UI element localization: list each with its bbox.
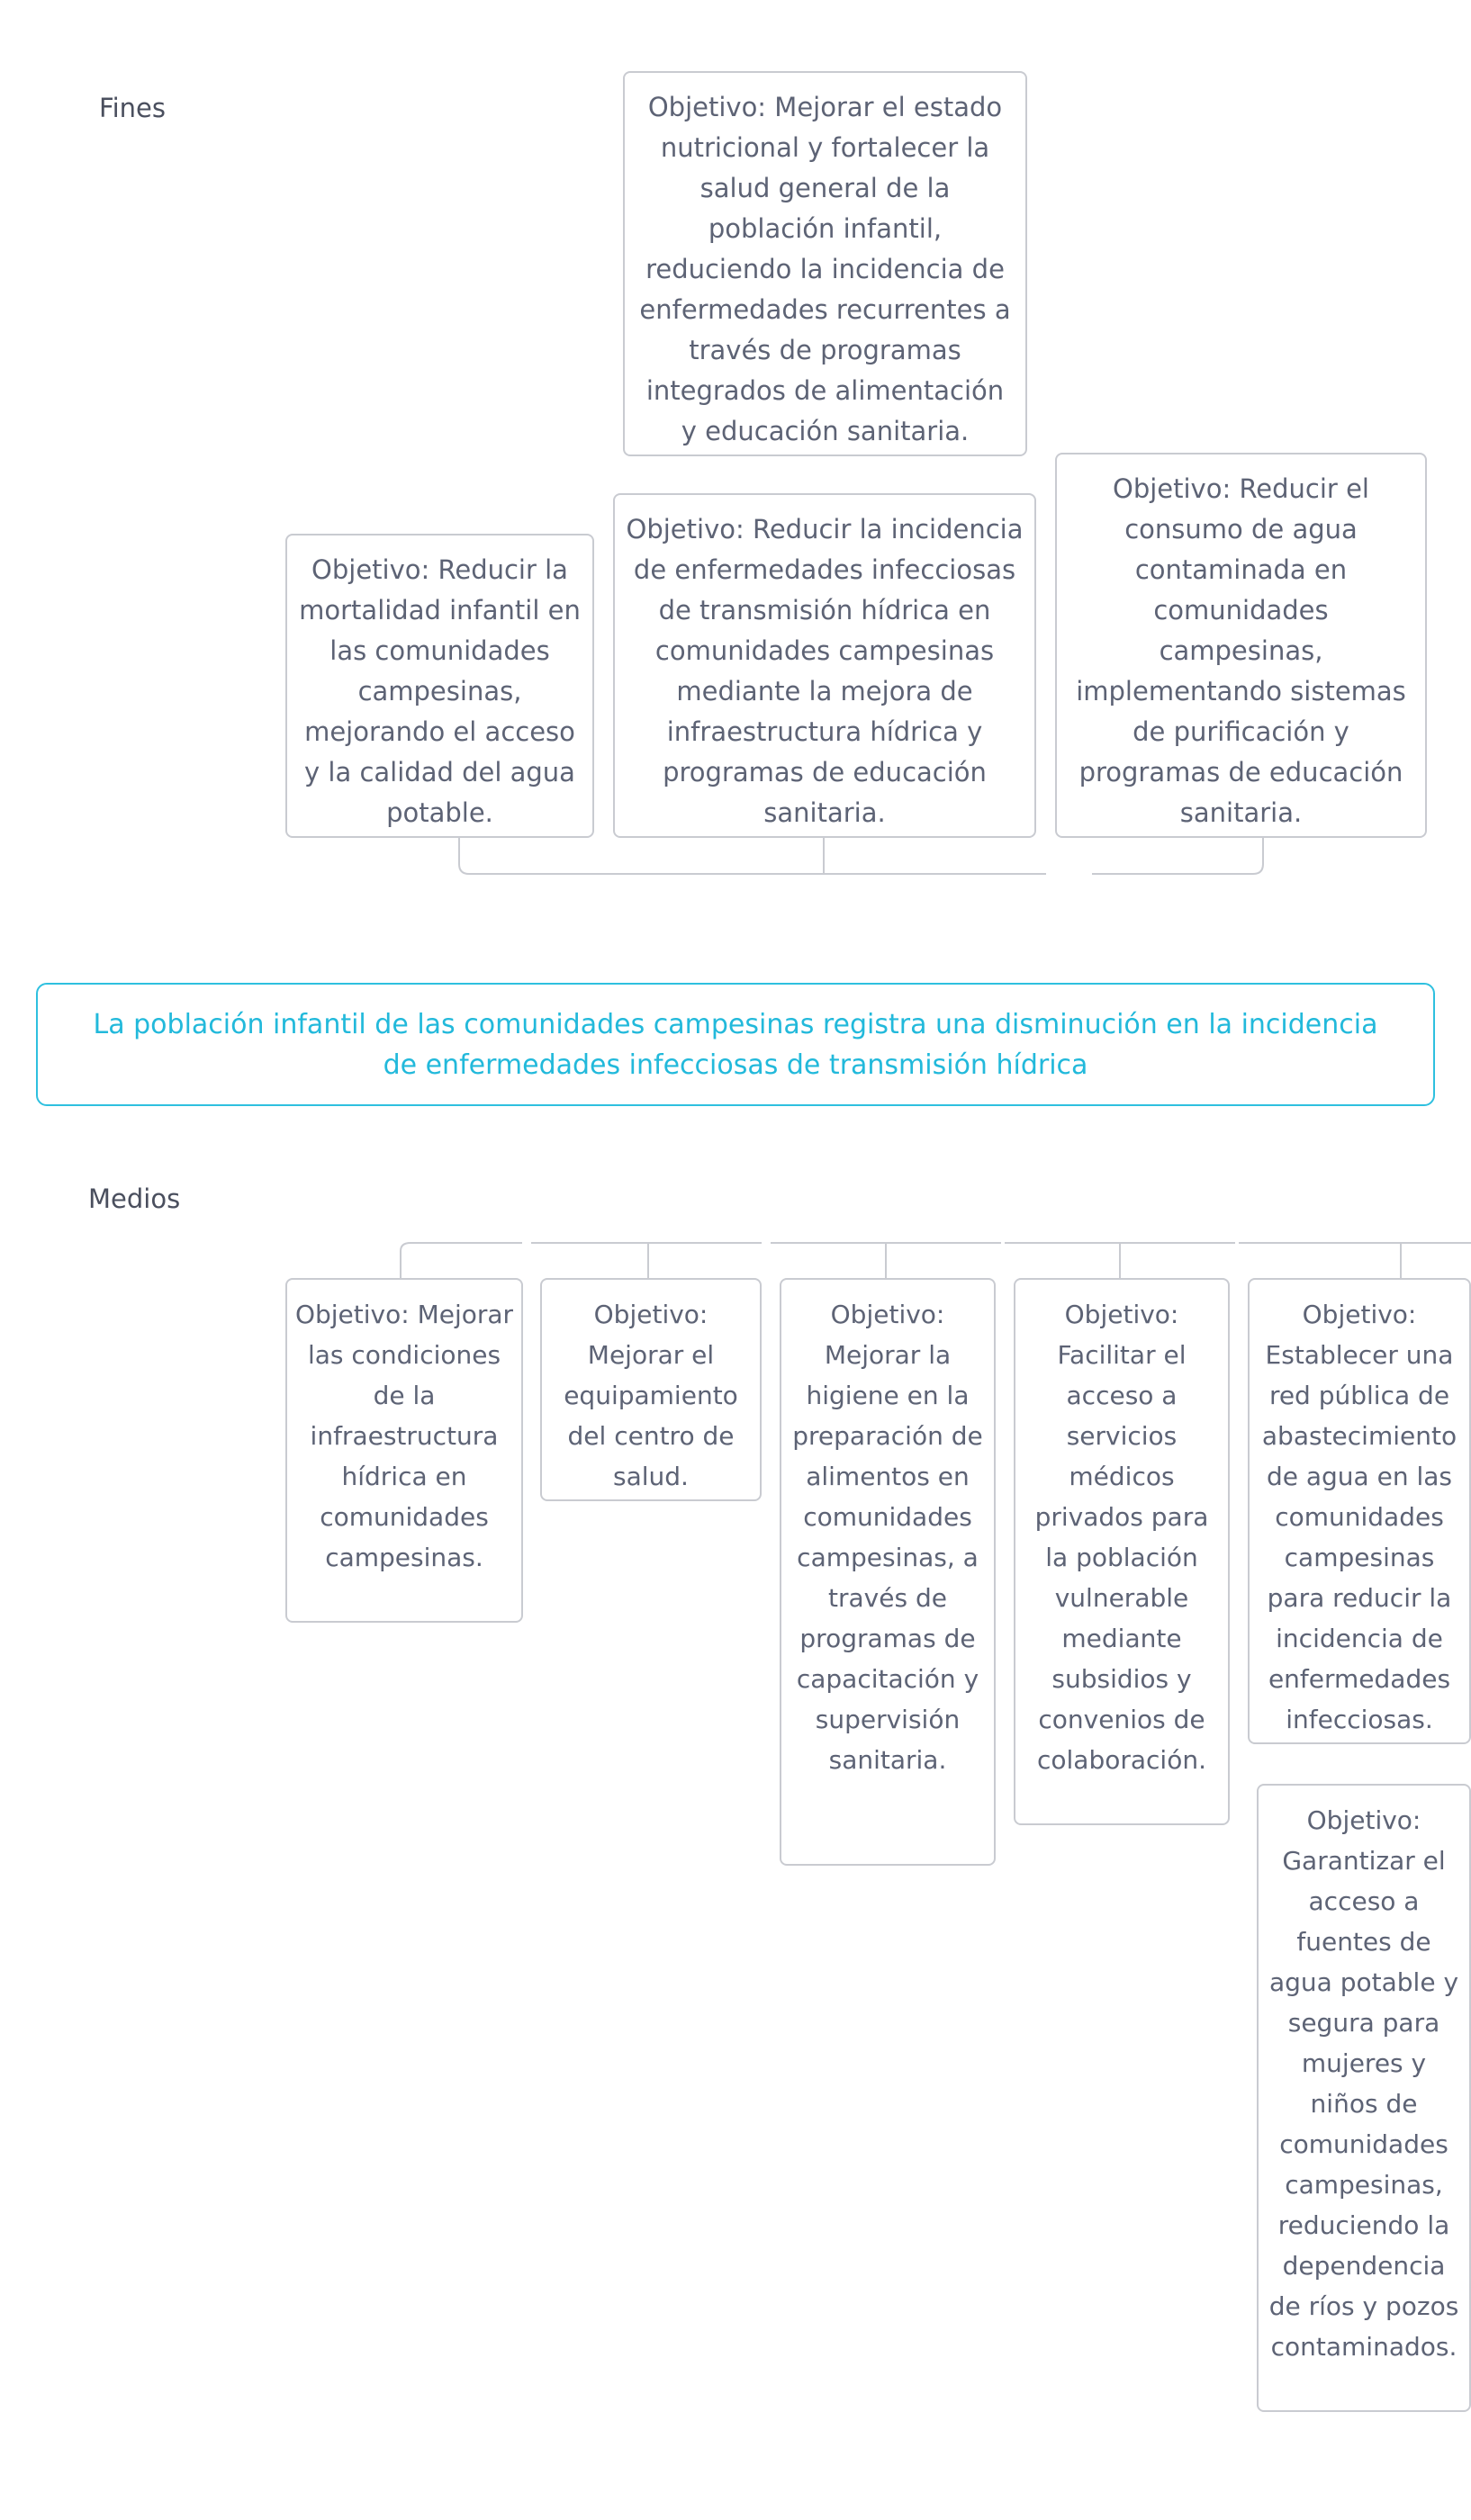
mean-box-1[interactable]: Objetivo: Mejorar las condiciones de la infraestructura hídrica en comunidades campesinas. — [285, 1278, 523, 1623]
means-connector-4 — [1005, 1243, 1235, 1278]
means-connector-5 — [1239, 1243, 1471, 1278]
goal-box[interactable]: La población infantil de las comunidades campesinas registra una disminución en la incidencia de enfermedades infecciosas de transmisión hídrica — [36, 983, 1435, 1106]
means-connector-1 — [401, 1243, 522, 1278]
ends-connector-right — [1092, 837, 1263, 874]
mean-box-3[interactable]: Objetivo: Mejorar la higiene en la preparación de alimentos en comunidades campesinas, a través de programas de capacitación y supervisión sanitaria. — [780, 1278, 996, 1866]
end-box-top[interactable]: Objetivo: Mejorar el estado nutricional y fortalecer la salud general de la población infantil, reduciendo la incidencia de enfermedades recurrentes a través de programas integrados de alimentación y educación sanitaria. — [623, 71, 1027, 456]
end-box-3[interactable]: Objetivo: Reducir el consumo de agua contaminada en comunidades campesinas, implementando sistemas de purificación y programas de educación sanitaria. — [1055, 453, 1427, 838]
means-connector-3 — [771, 1243, 1001, 1278]
means-label: Medios — [88, 1184, 181, 1214]
ends-label: Fines — [99, 93, 166, 123]
mean-box-6[interactable]: Objetivo: Garantizar el acceso a fuentes de agua potable y segura para mujeres y niños de comunidades campesinas, reduciendo la dependencia de ríos y pozos contaminados. — [1257, 1784, 1471, 2412]
mean-box-2[interactable]: Objetivo: Mejorar el equipamiento del centro de salud. — [540, 1278, 762, 1501]
mean-box-4[interactable]: Objetivo: Facilitar el acceso a servicios médicos privados para la población vulnerable mediante subsidios y convenios de colaboración. — [1014, 1278, 1230, 1825]
means-connector-2 — [531, 1243, 762, 1278]
end-box-2[interactable]: Objetivo: Reducir la incidencia de enfermedades infecciosas de transmisión hídrica en comunidades campesinas mediante la mejora de infraestructura hídrica y programas de educación sanitaria. — [613, 493, 1036, 838]
ends-connector — [459, 837, 1046, 874]
end-box-1[interactable]: Objetivo: Reducir la mortalidad infantil en las comunidades campesinas, mejorando el acceso y la calidad del agua potable. — [285, 534, 594, 838]
mean-box-5[interactable]: Objetivo: Establecer una red pública de abastecimiento de agua en las comunidades campesinas para reducir la incidencia de enfermedades infecciosas. — [1248, 1278, 1471, 1744]
